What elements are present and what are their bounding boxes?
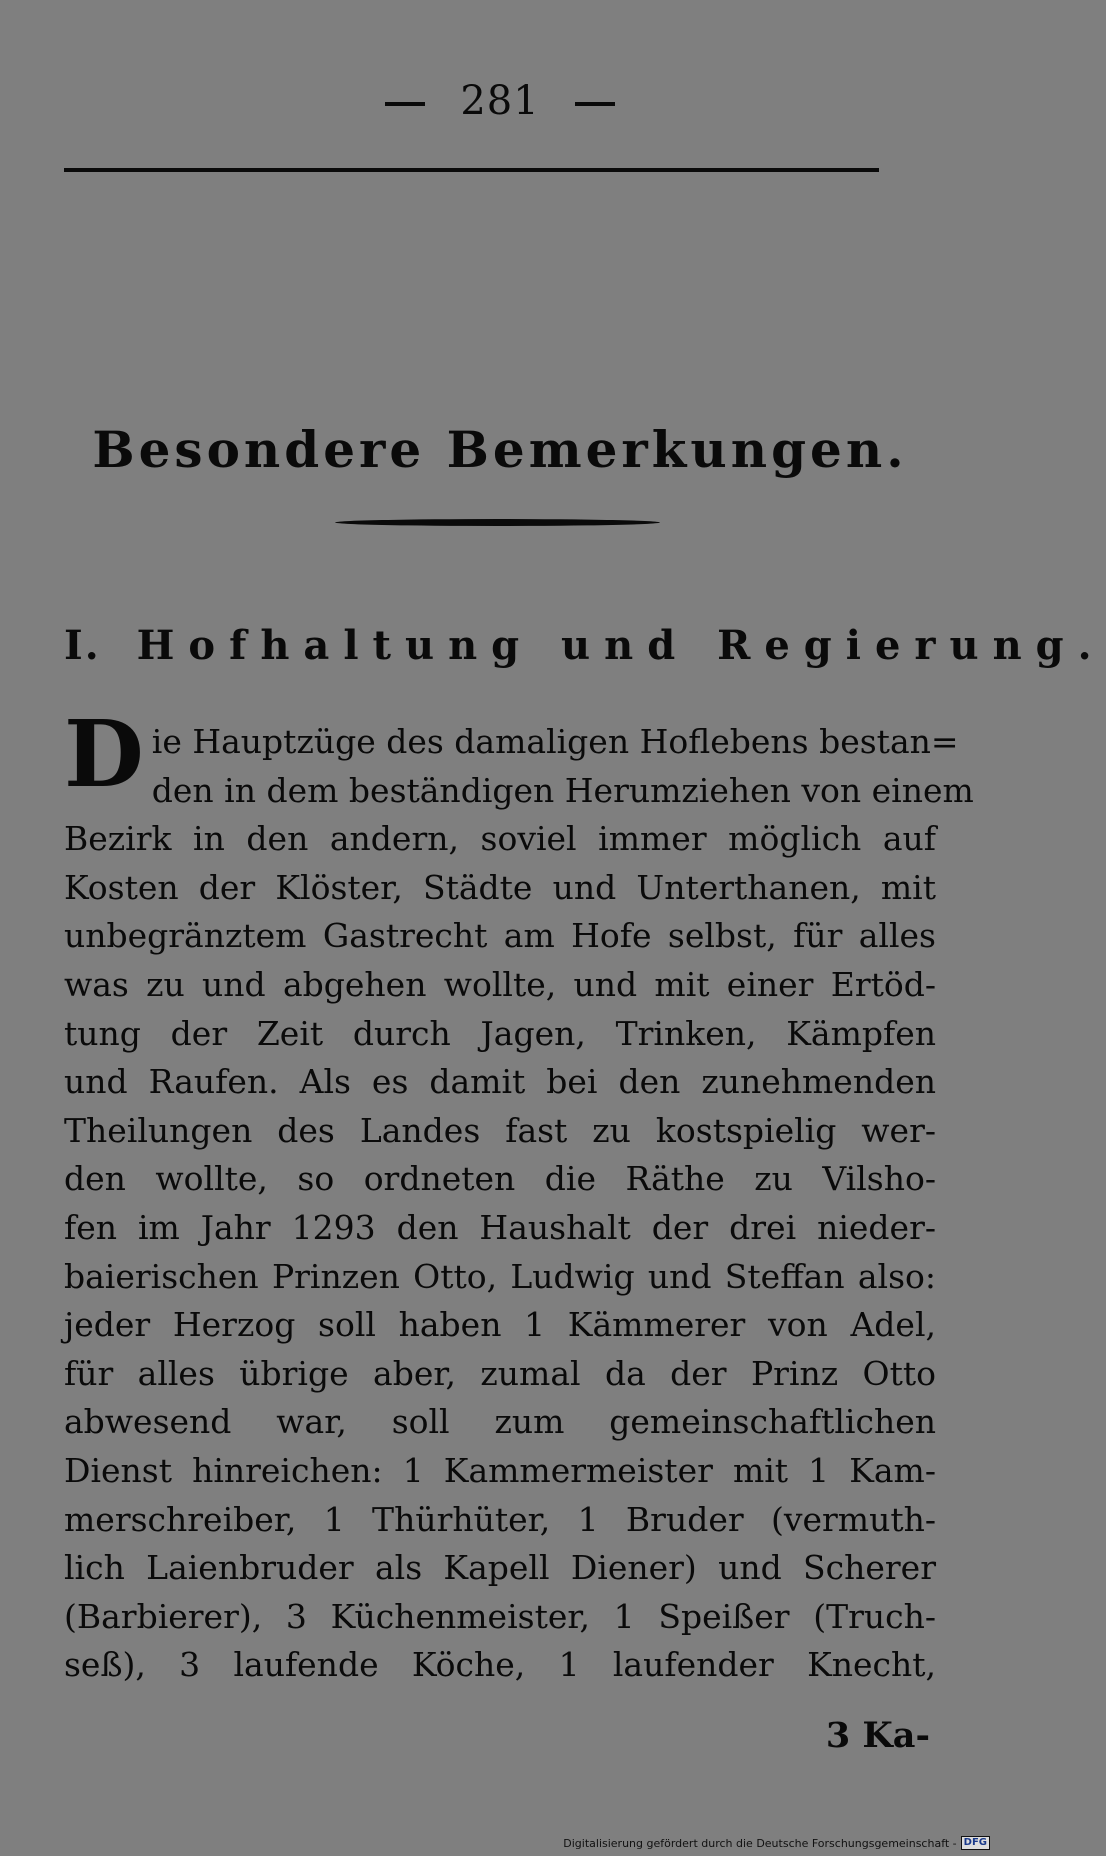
text-line: und Raufen. Als es damit bei den zunehmenden: [64, 1062, 936, 1102]
section-title: Besondere Bemerkungen.: [92, 420, 908, 479]
page-number-header: [0, 78, 1000, 124]
chapter-heading: [64, 622, 1106, 669]
text-line: Bezirk in den andern, soviel immer möglich auf: [64, 819, 936, 859]
text-line: tung der Zeit durch Jagen, Trinken, Kämpfen: [64, 1013, 936, 1053]
text-line: baierischen Prinzen Otto, Ludwig und Steffan also:: [64, 1256, 936, 1296]
right-dash-ornament: [575, 102, 615, 106]
dfg-logo: DFG: [961, 1836, 990, 1850]
text-line: was zu und abgehen wollte, und mit einer Ertöd-: [64, 964, 936, 1004]
text-line: den wollte, so ordneten die Räthe zu Vilsho-: [64, 1159, 936, 1199]
text-line: Dienst hinreichen: 1 Kammermeister mit 1 Kam-: [64, 1450, 936, 1490]
text-line: Theilungen des Landes fast zu kostspielig wer-: [64, 1110, 936, 1150]
text-line: jeder Herzog soll haben 1 Kämmerer von Adel,: [64, 1305, 936, 1345]
page-number: 281: [460, 78, 540, 124]
chapter-number: I.: [64, 622, 101, 669]
text-line: seß), 3 laufende Köche, 1 laufender Knecht,: [64, 1645, 936, 1685]
text-line: Kosten der Klöster, Städte und Unterthanen, mit: [64, 867, 936, 907]
digitization-credit: [563, 1836, 990, 1850]
text-line: (Barbierer), 3 Küchenmeister, 1 Speißer (Truch-: [64, 1596, 936, 1636]
text-line: den in dem beständigen Herumziehen von einem: [151, 770, 974, 810]
catchword: 3 Ka-: [825, 1715, 930, 1756]
text-line: fen im Jahr 1293 den Haushalt der drei nieder-: [64, 1207, 936, 1247]
text-line: ie Hauptzüge des damaligen Hoflebens bestan=: [151, 722, 959, 761]
body-text: [64, 700, 974, 1690]
header-rule: [64, 168, 879, 172]
text-line: merschreiber, 1 Thürhüter, 1 Bruder (vermuth-: [64, 1499, 936, 1539]
text-line: unbegränztem Gastrecht am Hofe selbst, für alles: [64, 916, 936, 956]
left-dash-ornament: [385, 102, 425, 106]
text-line: abwesend war, soll zum gemeinschaftlichen: [64, 1402, 936, 1442]
chapter-title: Hofhaltung und Regierung.: [136, 622, 1106, 669]
title-ornament-rule: [335, 519, 660, 526]
text-line: für alles übrige aber, zumal da der Prinz Otto: [64, 1353, 936, 1393]
drop-cap: D: [64, 700, 144, 808]
text-line: lich Laienbruder als Kapell Diener) und Scherer: [64, 1548, 936, 1588]
credit-text: Digitalisierung gefördert durch die Deutsche Forschungsgemeinschaft -: [563, 1836, 957, 1850]
